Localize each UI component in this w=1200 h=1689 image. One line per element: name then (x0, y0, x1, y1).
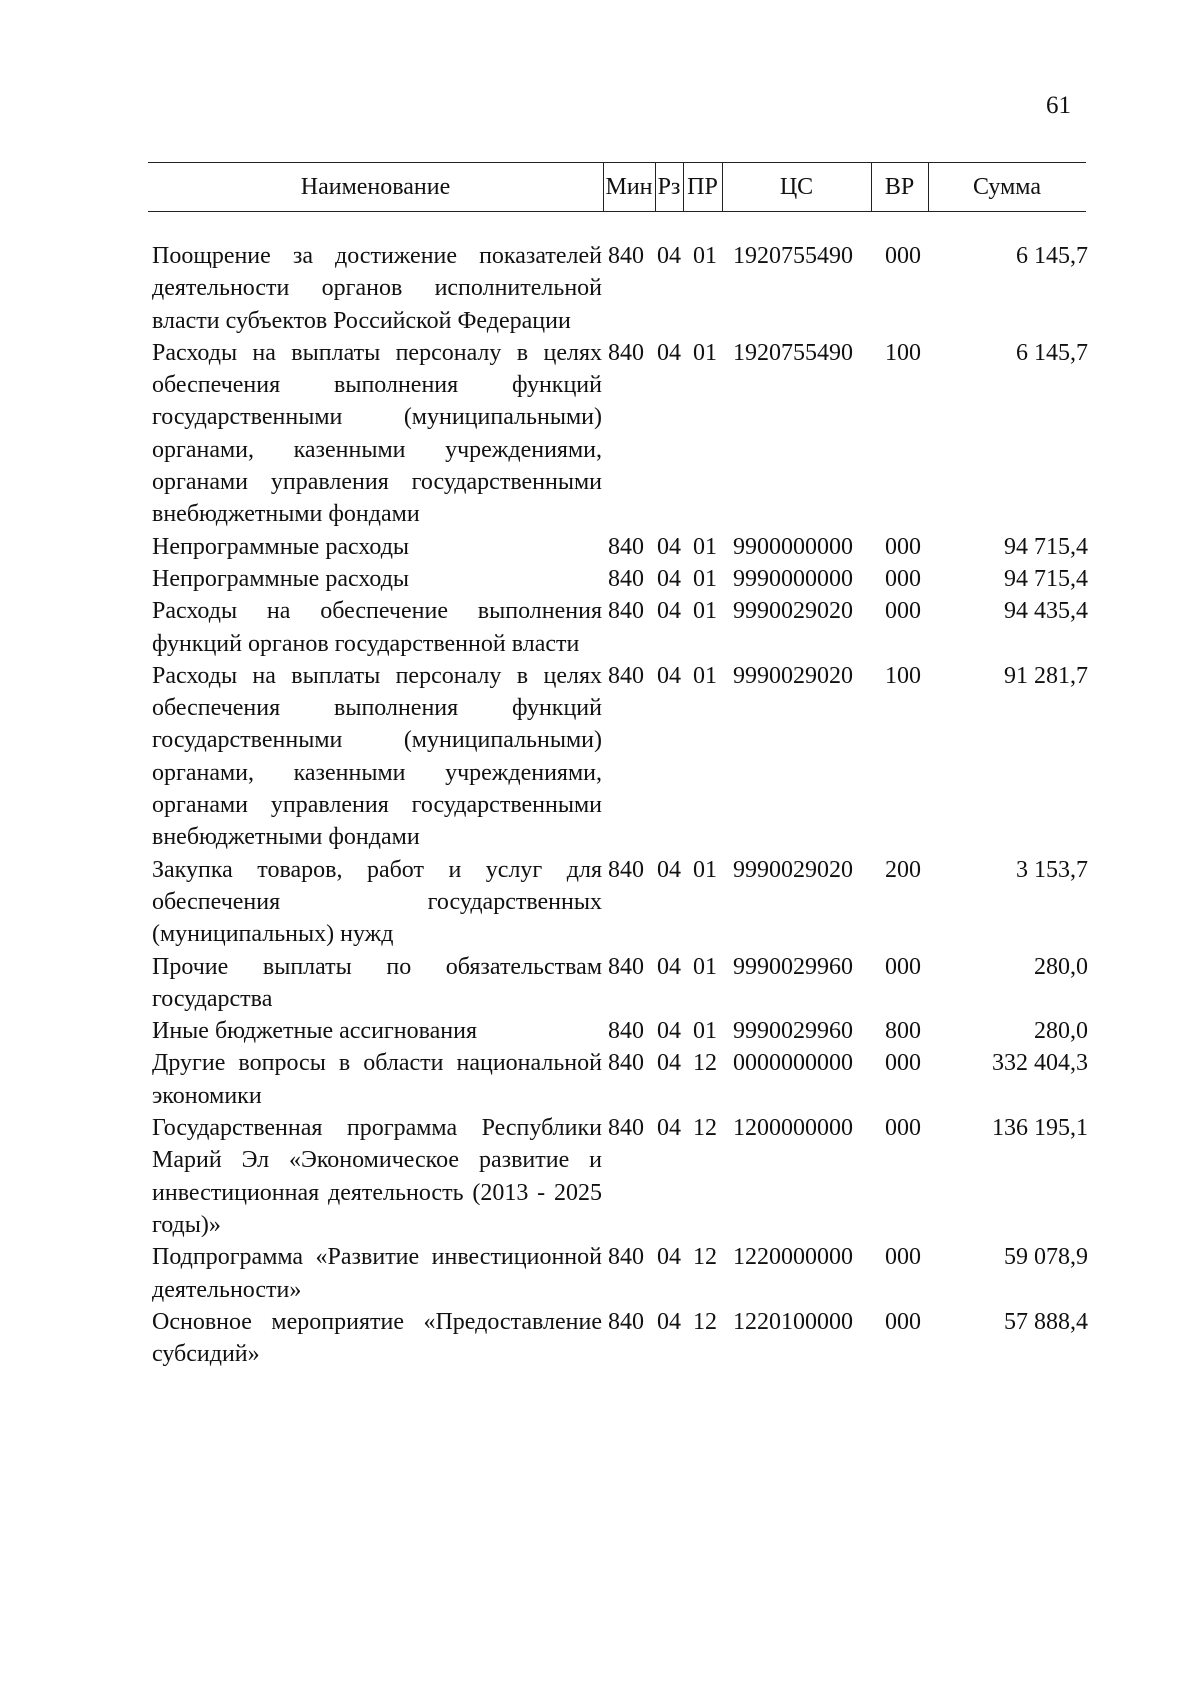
row-cs: 1220100000 (733, 1308, 853, 1335)
row-vr: 000 (885, 565, 921, 592)
row-pr: 01 (693, 953, 717, 980)
row-pr: 12 (693, 1050, 717, 1077)
row-name: Прочие выплаты по обязательствам государства (152, 953, 602, 1012)
table-row (0, 660, 1200, 854)
table-row (0, 595, 1200, 660)
row-sum: 280,0 (1034, 1018, 1088, 1045)
row-cs: 1200000000 (733, 1115, 853, 1142)
row-rz: 04 (657, 243, 681, 269)
table-row (0, 854, 1200, 951)
header-name: Наименование (300, 173, 451, 200)
table-row (0, 240, 1200, 337)
row-name: Непрограммные расходы (152, 565, 410, 592)
row-rz: 04 (657, 1018, 681, 1045)
table-row (0, 951, 1200, 1016)
row-name: Поощрение за достижение показателей деятельности органов исполнительной власти субъектов Российской Федерации (152, 243, 602, 334)
header-pr: ПР (687, 173, 718, 200)
row-vr: 000 (885, 598, 921, 625)
row-sum: 94 715,4 (1004, 565, 1088, 592)
row-name: Другие вопросы в области национальной экономики (152, 1050, 602, 1109)
row-pr: 12 (693, 1115, 717, 1142)
page-number: 61 (1046, 92, 1071, 119)
row-sum: 91 281,7 (1004, 662, 1088, 689)
row-rz: 04 (657, 1244, 681, 1271)
row-cs: 9900000000 (733, 533, 853, 560)
row-cs: 9990029020 (733, 856, 853, 883)
row-rz: 04 (657, 565, 681, 592)
row-rz: 04 (657, 856, 681, 883)
row-rz: 04 (657, 1308, 681, 1335)
row-cs: 1220000000 (733, 1244, 853, 1271)
row-pr: 01 (693, 856, 717, 883)
row-cs: 9990029020 (733, 598, 853, 625)
row-rz: 04 (657, 1115, 681, 1142)
row-vr: 200 (885, 856, 921, 883)
table-row (0, 1015, 1200, 1047)
row-sum: 59 078,9 (1004, 1244, 1088, 1271)
row-rz: 04 (657, 953, 681, 980)
row-min: 840 (608, 243, 644, 269)
table-row (0, 1112, 1200, 1241)
row-sum: 57 888,4 (1004, 1308, 1088, 1335)
table-header (148, 162, 1086, 212)
row-pr: 01 (693, 1018, 717, 1045)
header-rz: Рз (657, 173, 681, 200)
table-row (0, 1047, 1200, 1112)
header-min: Мин (605, 173, 653, 200)
row-pr: 01 (693, 339, 717, 366)
row-sum: 6 145,7 (1016, 339, 1088, 366)
row-vr: 000 (885, 243, 921, 269)
row-pr: 01 (693, 598, 717, 625)
row-cs: 1920755490 (733, 243, 853, 269)
row-pr: 01 (693, 565, 717, 592)
row-min: 840 (608, 953, 644, 980)
row-pr: 01 (693, 533, 717, 560)
row-pr: 01 (693, 662, 717, 689)
row-sum: 280,0 (1034, 953, 1088, 980)
row-pr: 01 (693, 243, 717, 269)
row-vr: 000 (885, 1050, 921, 1077)
header-vr: ВР (884, 173, 915, 200)
row-min: 840 (608, 533, 644, 560)
row-name: Расходы на выплаты персоналу в целях обеспечения выполнения функций государственными (муниципальными) органами, казенными учреждениями, органами управления государственными внебюджетными фондами (152, 662, 602, 851)
row-sum: 3 153,7 (1016, 856, 1088, 883)
row-min: 840 (608, 1018, 644, 1045)
row-pr: 12 (693, 1244, 717, 1271)
table-row (0, 563, 1200, 595)
row-sum: 94 435,4 (1004, 598, 1088, 625)
row-sum: 94 715,4 (1004, 533, 1088, 560)
row-min: 840 (608, 1308, 644, 1335)
row-name: Закупка товаров, работ и услуг для обеспечения государственных (муниципальных) нужд (152, 856, 602, 948)
row-min: 840 (608, 1115, 644, 1142)
row-rz: 04 (657, 1050, 681, 1077)
row-name: Расходы на обеспечение выполнения функций органов государственной власти (152, 598, 602, 657)
row-min: 840 (608, 1244, 644, 1271)
row-sum: 136 195,1 (992, 1115, 1088, 1142)
table-row (0, 337, 1200, 531)
row-vr: 000 (885, 1115, 921, 1142)
row-name: Основное мероприятие «Предоставление субсидий» (152, 1308, 602, 1368)
row-min: 840 (608, 1050, 644, 1077)
row-rz: 04 (657, 533, 681, 560)
row-vr: 000 (885, 533, 921, 560)
row-cs: 9990000000 (733, 565, 853, 592)
row-name: Государственная программа Республики Марий Эл «Экономическое развитие и инвестиционная деятельность (2013 - 2025 годы)» (152, 1115, 602, 1238)
row-min: 840 (608, 565, 644, 592)
row-cs: 9990029960 (733, 1018, 853, 1045)
row-min: 840 (608, 662, 644, 689)
table-row (0, 1241, 1200, 1306)
row-cs: 9990029960 (733, 953, 853, 980)
row-min: 840 (608, 339, 644, 366)
row-sum: 6 145,7 (1016, 243, 1088, 269)
row-name: Иные бюджетные ассигнования (152, 1018, 477, 1045)
table-row (0, 1306, 1200, 1371)
header-cs: ЦС (779, 173, 814, 200)
row-min: 840 (608, 856, 644, 883)
table-row (0, 531, 1200, 563)
row-min: 840 (608, 598, 644, 625)
row-rz: 04 (657, 339, 681, 366)
row-vr: 000 (885, 1244, 921, 1271)
row-cs: 9990029020 (733, 662, 853, 689)
header-sum: Сумма (973, 173, 1041, 200)
row-rz: 04 (657, 662, 681, 689)
row-name: Подпрограмма «Развитие инвестиционной деятельности» (152, 1244, 602, 1303)
table-body (0, 240, 1200, 1370)
row-vr: 100 (885, 339, 921, 366)
row-vr: 000 (885, 953, 921, 980)
row-vr: 800 (885, 1018, 921, 1045)
row-pr: 12 (693, 1308, 717, 1335)
row-vr: 000 (885, 1308, 921, 1335)
row-vr: 100 (885, 662, 921, 689)
row-cs: 0000000000 (733, 1050, 853, 1077)
row-sum: 332 404,3 (992, 1050, 1088, 1077)
row-name: Расходы на выплаты персоналу в целях обеспечения выполнения функций государственными (муниципальными) органами, казенными учреждениями, органами управления государственными внебюджетными фондами (152, 339, 602, 528)
row-name: Непрограммные расходы (152, 533, 410, 560)
row-cs: 1920755490 (733, 339, 853, 366)
row-rz: 04 (657, 598, 681, 625)
